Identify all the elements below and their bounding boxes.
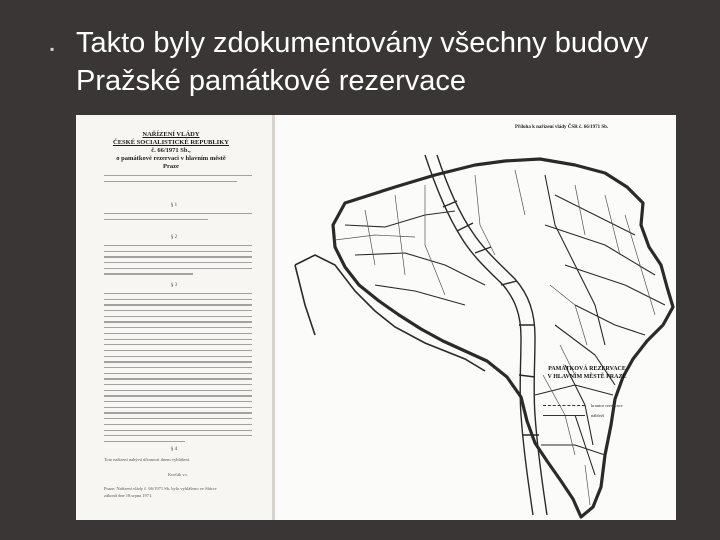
legend-item: [543, 403, 623, 408]
closing-line: Toto nařízení nabývá účinnosti dnem vyhlášení.: [104, 457, 191, 462]
map-page: [275, 115, 676, 520]
section-number: § 4: [170, 447, 178, 452]
decree-preamble: [104, 175, 252, 186]
bullet-icon: ▪: [50, 42, 55, 56]
section-text: [104, 213, 252, 224]
streets: [335, 170, 655, 505]
legend-boundary-sample: [543, 405, 585, 406]
legend-item: [543, 413, 623, 418]
decree-heading-line: NAŘÍZENÍ VLÁDY: [142, 131, 200, 138]
decree-heading-line: ČESKÉ SOCIALISTICKÉ REPUBLIKY: [113, 139, 229, 146]
section-number: § 1: [170, 203, 178, 208]
footnote: Praze: Nařízení vlády č. 66/1971 Sb. bylo vyhlášeno ve Sbírce: [104, 486, 217, 491]
map-caption: PAMÁTKOVÁ REZERVACE V HLAVNÍM MĚSTĚ PRAZE: [547, 366, 627, 380]
bridges: [443, 201, 539, 435]
section-number: § 3: [170, 283, 178, 288]
legend-label: nábřeží: [591, 413, 605, 418]
legend-label: hranice rezervace: [591, 403, 623, 408]
slide-title: Takto byly zdokumentovány všechny budovy Pražské památkové rezervace: [76, 27, 649, 97]
section-number: § 2: [170, 235, 178, 240]
river: [425, 155, 533, 515]
legend-embankment-sample: [543, 415, 585, 416]
decree-heading-line: o památkové rezervaci v hlavním městě: [116, 155, 226, 162]
footnote: zákonů dne 18.srpna 1971.: [104, 493, 153, 498]
reservation-boundary: [333, 159, 673, 517]
section-text: [104, 293, 252, 447]
map-legend: [543, 403, 623, 423]
decree-heading-line: č. 66/1971 Sb.,: [151, 147, 191, 154]
scanned-document-image: [76, 115, 676, 520]
reservation-map: [275, 115, 676, 520]
section-text: [104, 245, 252, 279]
decree-heading-line: Praze: [163, 163, 179, 170]
decree-heading: [96, 131, 246, 171]
castle-district: [295, 255, 485, 371]
attachment-label: Příloha k nařízení vlády ČSR č. 66/1971 Sb.: [515, 125, 609, 130]
river: [437, 155, 547, 515]
signature: Korčák v.r.: [168, 472, 188, 477]
decree-page: [76, 115, 272, 520]
